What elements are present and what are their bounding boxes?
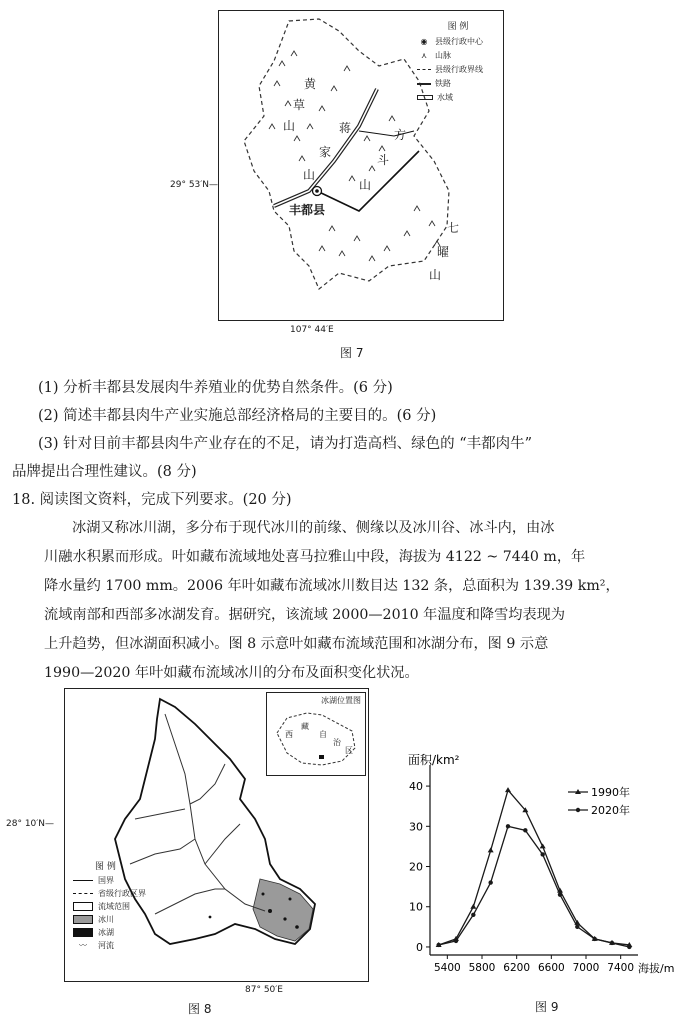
q18-line: 1990—2020 年叶如藏布流域冰川的分布及面积变化状况。 xyxy=(44,665,419,681)
y-tick-label: 0 xyxy=(416,940,423,954)
data-point xyxy=(436,943,440,947)
y-tick-label: 10 xyxy=(409,900,423,914)
data-point xyxy=(592,937,596,941)
legend-row xyxy=(417,78,499,89)
question-2: (2) 简述丰都县肉牛产业实施总部经济格局的主要目的。(6 分) xyxy=(38,408,437,424)
data-point xyxy=(505,787,511,792)
legend-title: 图 例 xyxy=(447,22,469,32)
y-tick-label: 40 xyxy=(409,780,423,794)
q18-line: 流域南部和西部多冰湖发育。据研究，该流域 2000—2010 年温度和降雪均表现为 xyxy=(44,607,566,623)
legend-label: 山脉 xyxy=(435,51,451,60)
legend-row xyxy=(417,92,499,103)
mountain-label: 斗 xyxy=(377,153,390,167)
fig8-caption: 图 8 xyxy=(188,1002,212,1016)
inset-svg xyxy=(267,693,365,773)
inset-label: 区 xyxy=(345,746,353,755)
legend-row xyxy=(73,901,193,912)
chart-legend xyxy=(568,785,630,817)
mountain-icon: ⋏ xyxy=(421,51,427,60)
legend-label: 铁路 xyxy=(435,79,451,88)
data-point xyxy=(610,941,614,945)
inset-label: 自 xyxy=(319,730,327,739)
data-point xyxy=(470,904,476,909)
county-label: 丰都县 xyxy=(289,203,326,217)
fig7-longitude: 107° 44′E xyxy=(290,325,334,335)
data-point xyxy=(575,925,579,929)
railway-line-icon xyxy=(417,83,431,85)
figure-8-map xyxy=(64,688,369,982)
inset-location-map xyxy=(266,692,366,776)
legend-row xyxy=(73,940,193,951)
figure-9-chart xyxy=(400,700,690,1000)
x-axis-label: 海拔/m xyxy=(638,962,675,975)
inset-label: 西 xyxy=(285,730,293,739)
legend-marker xyxy=(576,808,580,812)
legend-row xyxy=(73,888,193,899)
inset-label: 藏 xyxy=(301,722,309,731)
y-axis-label: 面积/km² xyxy=(408,753,460,767)
mountain-label: 山 xyxy=(359,178,372,192)
legend-label: 冰川 xyxy=(98,915,114,924)
data-point xyxy=(506,824,510,828)
legend-label: 水域 xyxy=(437,93,453,102)
glacier-icon xyxy=(73,915,93,924)
inset-label: 治 xyxy=(333,738,341,747)
mountain-label: 山 xyxy=(303,168,316,182)
legend-row xyxy=(417,64,499,75)
legend-label: 县级行政中心 xyxy=(435,37,483,46)
question-1: (1) 分析丰都县发展肉牛养殖业的优势自然条件。(6 分) xyxy=(38,380,393,396)
legend-row xyxy=(417,50,499,61)
series-line-1 xyxy=(439,826,630,947)
legend-label: 流域范围 xyxy=(98,902,130,911)
mountain-label: 家 xyxy=(319,145,332,159)
mountain-label: 蒋 xyxy=(339,121,352,135)
county-seat-icon: ◉ xyxy=(420,37,428,46)
province-border-icon xyxy=(73,893,93,894)
fig8-longitude: 87° 50′E xyxy=(245,985,283,995)
mountain-label: 曜 xyxy=(437,245,450,259)
x-tick-label: 5400 xyxy=(433,962,461,974)
data-point xyxy=(558,892,562,896)
river-icon: 〰 xyxy=(79,941,87,950)
x-tick-label: 6600 xyxy=(537,962,565,974)
legend-label: 国界 xyxy=(98,876,114,885)
x-tick-label: 5800 xyxy=(468,962,496,974)
fig8-legend xyxy=(73,859,193,953)
mountain-label: 七 xyxy=(447,221,460,235)
q18-line: 上升趋势，但冰湖面积减小。图 8 示意叶如藏布流域范围和冰湖分布，图 9 示意 xyxy=(44,636,549,652)
y-tick-label: 30 xyxy=(409,820,423,834)
data-point xyxy=(540,843,546,848)
legend-title: 图 例 xyxy=(95,862,116,872)
q18-line: 川融水积累而形成。叶如藏布流域地处喜马拉雅山中段，海拔为 4122 ~ 7440 m，年 xyxy=(44,549,586,565)
legend-label: 县级行政界线 xyxy=(435,65,483,74)
mountain-label: 山 xyxy=(429,268,442,282)
fig8-latitude: 28° 10′N— xyxy=(6,819,55,829)
legend-label: 冰湖 xyxy=(98,928,114,937)
q18-line: 冰湖又称冰川湖，多分布于现代冰川的前缘、侧缘以及冰川谷、冰斗内，由冰 xyxy=(72,520,555,536)
boundary-line-icon xyxy=(417,69,431,70)
legend-label: 省级行政区界 xyxy=(98,889,146,898)
legend-row xyxy=(73,875,193,886)
glacial-lake-icon xyxy=(73,928,93,937)
legend-row xyxy=(417,36,499,47)
legend-label: 2020年 xyxy=(591,804,630,817)
legend-label: 河流 xyxy=(98,941,114,950)
data-point xyxy=(627,945,631,949)
legend-row xyxy=(73,914,193,925)
mountain-label: 黄 xyxy=(304,77,317,91)
data-point xyxy=(540,852,544,856)
mountain-label: 草 xyxy=(293,98,306,112)
national-border-icon xyxy=(73,880,93,881)
question-3-cont: 品牌提出合理性建议。(8 分) xyxy=(12,464,197,480)
figure-7-map xyxy=(218,10,504,321)
data-point xyxy=(454,939,458,943)
water-icon xyxy=(417,95,433,100)
x-tick-label: 7400 xyxy=(607,962,635,974)
data-point xyxy=(471,913,475,917)
fig9-caption: 图 9 xyxy=(535,1000,559,1014)
legend-row xyxy=(73,927,193,938)
fig7-latitude: 29° 53′N— xyxy=(170,180,219,190)
data-point xyxy=(488,847,494,852)
y-tick-label: 20 xyxy=(409,860,423,874)
x-tick-label: 6200 xyxy=(503,962,531,974)
fig7-legend xyxy=(417,19,499,106)
data-point xyxy=(523,828,527,832)
legend-label: 1990年 xyxy=(591,786,630,799)
question-3: (3) 针对目前丰都县肉牛产业存在的不足，请为打造高档、绿色的 “丰都肉牛” xyxy=(38,436,533,452)
inset-title: 冰湖位置图 xyxy=(321,696,361,705)
x-tick-label: 7000 xyxy=(572,962,600,974)
mountain-label: 山 xyxy=(283,119,296,133)
data-point xyxy=(488,880,492,884)
question-18-head: 18. 阅读图文资料，完成下列要求。(20 分) xyxy=(12,492,292,508)
basin-extent-icon xyxy=(73,902,93,911)
mountain-label: 方 xyxy=(394,128,407,142)
q18-line: 降水量约 1700 mm。2006 年叶如藏布流域冰川数目达 132 条，总面积为 139.39 km²， xyxy=(44,578,620,594)
fig7-caption: 图 7 xyxy=(340,346,364,360)
